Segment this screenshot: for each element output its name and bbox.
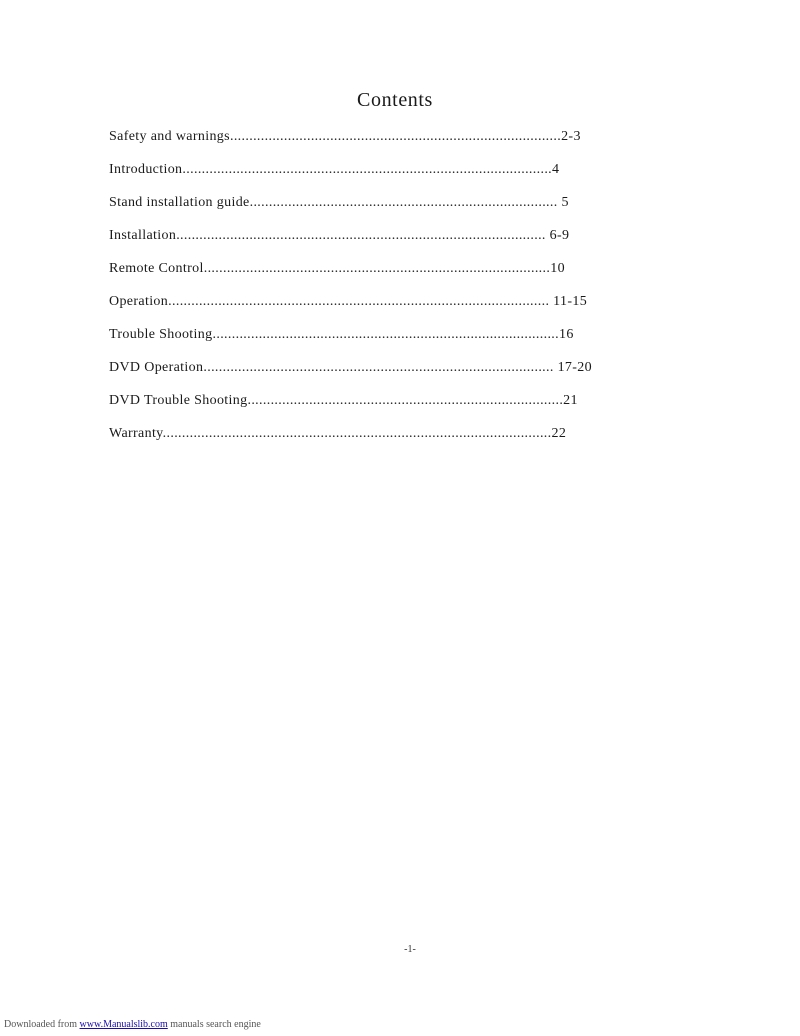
- toc-leader-dots: ...................................................................................................: [168, 294, 550, 309]
- toc-leader-dots: ......................................................................................: [229, 129, 562, 144]
- page-number: -1-: [404, 944, 416, 955]
- page-title: Contents: [357, 89, 433, 111]
- toc-entry-page: 5: [557, 195, 569, 210]
- toc-entry-introduction[interactable]: [109, 159, 709, 192]
- toc-entry-title: Trouble Shooting: [109, 327, 213, 342]
- toc-entry-page: .22: [547, 426, 567, 441]
- toc-leader-dots: ..........................................................................................: [212, 327, 559, 342]
- toc-leader-dots: ................................................................................: [249, 195, 558, 210]
- toc-leader-dots: ................................................................................................: [176, 228, 546, 243]
- toc-leader-dots: ................................................................................................: [182, 162, 553, 177]
- toc-entry-title: Operation: [109, 294, 169, 309]
- toc-entry-title: Stand installation guide: [109, 195, 250, 210]
- toc-leader-dots: ..................................................................................: [247, 393, 564, 408]
- toc-entry-title: Installation: [109, 228, 177, 243]
- toc-entry-stand-installation[interactable]: [109, 192, 709, 225]
- toc-entry-page: 21: [563, 393, 578, 408]
- toc-leader-dots: ...........................................................................................: [203, 360, 554, 375]
- toc-entry-page: 17-20: [553, 360, 592, 375]
- toc-entry-installation[interactable]: [109, 225, 709, 258]
- toc-entry-page: 10: [550, 261, 565, 276]
- toc-entry-title: Remote Control: [109, 261, 204, 276]
- toc-entry-warranty[interactable]: [109, 423, 709, 456]
- toc-entry-title: DVD Trouble Shooting: [109, 393, 248, 408]
- download-attribution: [4, 1019, 261, 1030]
- toc-entry-page: 11-15: [549, 294, 588, 309]
- toc-entry-page: 6-9: [545, 228, 570, 243]
- toc-entry-dvd-trouble-shooting[interactable]: [109, 390, 709, 423]
- download-prefix: Downloaded from: [4, 1019, 80, 1030]
- toc-entry-page: 2-3: [561, 129, 581, 144]
- toc-entry-dvd-operation[interactable]: [109, 357, 709, 390]
- table-of-contents: [109, 126, 709, 456]
- toc-entry-page: 16: [559, 327, 574, 342]
- toc-entry-operation[interactable]: [109, 291, 709, 324]
- toc-entry-title: Warranty: [109, 426, 163, 441]
- toc-entry-title: Safety and warnings: [109, 129, 230, 144]
- toc-entry-page: 4: [552, 162, 560, 177]
- toc-entry-title: Introduction: [109, 162, 183, 177]
- toc-leader-dots: ....................................................................................................: [162, 426, 548, 441]
- toc-entry-trouble-shooting[interactable]: [109, 324, 709, 357]
- toc-entry-title: DVD Operation: [109, 360, 204, 375]
- toc-leader-dots: ..........................................................................................: [203, 261, 551, 276]
- manualslib-link[interactable]: www.Manualslib.com: [79, 1019, 168, 1030]
- toc-entry-remote-control[interactable]: [109, 258, 709, 291]
- download-suffix: manuals search engine: [167, 1019, 261, 1030]
- toc-entry-safety[interactable]: [109, 126, 709, 159]
